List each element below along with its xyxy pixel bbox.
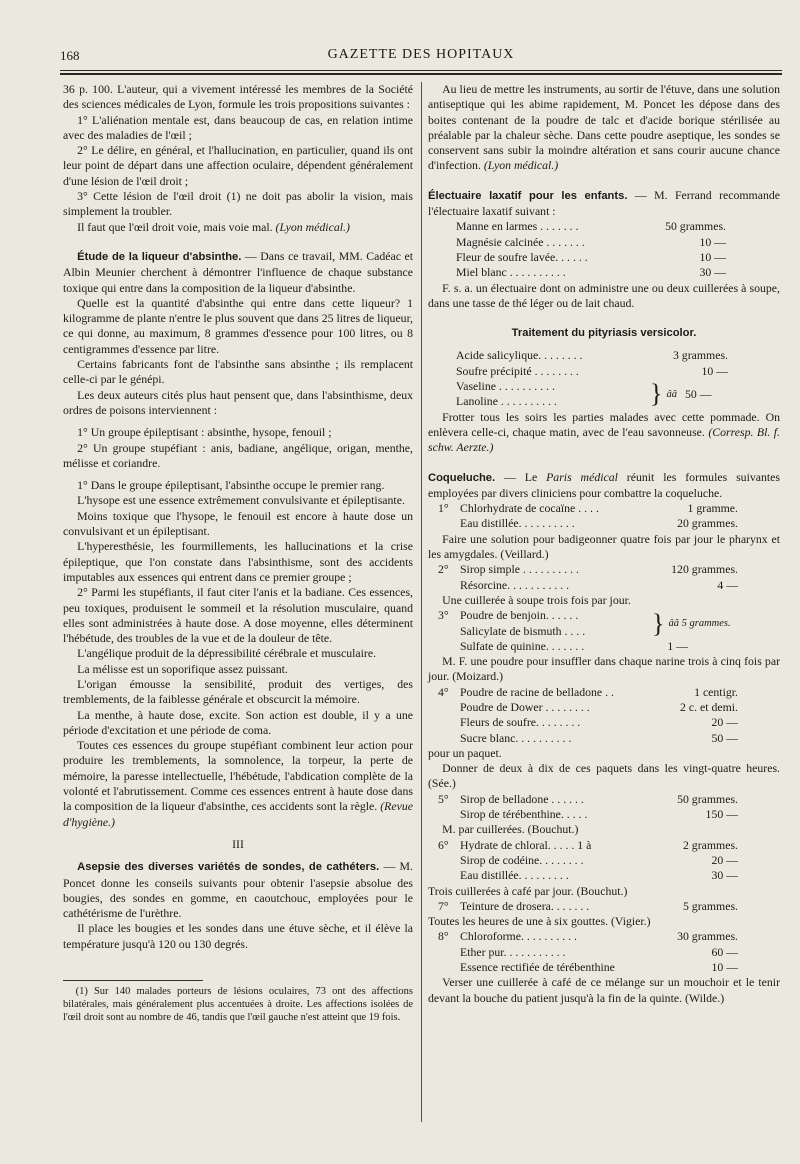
recipe-row: 7° Teinture de drosera. . . . . . . 5 grammes.	[438, 898, 738, 913]
footnote-rule	[63, 980, 203, 981]
recipe-row: Sirop de térébenthine. . . . . 150 —	[460, 807, 738, 822]
paragraph: L'hyperesthésie, les fourmillements, les hallucinations et la crise épileptique, que l'on constate dans l'absinthisme, sont des accidents imputables aux essences qui entrent dans ce premier groupe ;	[63, 539, 413, 584]
paragraph: L'origan émousse la sensibilité, produit des vertiges, des tremblements, de la faiblesse générale et obscurcit la mémoire.	[63, 676, 413, 707]
recipe-row: 1° Chlorhydrate de cocaïne . . . . 1 gramme.	[438, 501, 738, 516]
paragraph: 1° L'aliénation mentale est, dans beaucoup de cas, en relation intime avec des maladies de l'œil ;	[63, 112, 413, 142]
paragraph: 36 p. 100. L'auteur, qui a vivement intéressé les membres de la Société des sciences médicales de Lyon, formule les trois propositions suivantes :	[63, 82, 413, 112]
footnote: (1) Sur 140 malades porteurs de lésions oculaires, 73 ont des affections bilatérales, mais généralement plus accentuées à droite. Les affections isolées de l'œil droit sont au nombre de 46, tandis que l'œil gauche n'est atteint que 19 fois.	[63, 986, 413, 1024]
page-header	[60, 44, 782, 68]
left-column	[63, 82, 413, 1024]
source-citation: (Lyon médical.)	[483, 158, 559, 173]
paragraph: 3° Cette lésion de l'œil droit (1) ne doit pas abolir la vision, mais simplement la troubler.	[63, 189, 413, 219]
recipe-row: Fleur de soufre lavée. . . . . . 10 —	[456, 249, 726, 264]
paragraph: F. s. a. un électuaire dont on administre une ou deux cuillerées à soupe, dans une tasse de thé léger ou de lait chaud.	[428, 280, 780, 310]
formula-8	[428, 929, 738, 975]
recipe-row: 5° Sirop de belladone . . . . . . 50 grammes.	[438, 791, 738, 806]
paragraph: Il faut que l'œil droit voie, mais voie mal. (Lyon médical.)	[77, 219, 350, 234]
paragraph: Donner de deux à dix de ces paquets dans les vingt-quatre heures. (Sée.)	[428, 761, 780, 791]
source-citation: (Lyon médical.)	[275, 219, 350, 234]
formula-7	[428, 899, 738, 914]
article-intro: Étude de la liqueur d'absinthe. — Dans ce travail, MM. Cadéac et Albin Meunier cherchent à démontrer l'influence de chaque substance toxique qui entre dans la composition de la liqueur d'absinthe.	[63, 248, 413, 295]
recipe-brace-group	[456, 379, 728, 410]
paragraph: Au lieu de mettre les instruments, au sortir de l'étuve, dans une solution antiseptique qui les abime rapidement, M. Poncet les dépose dans des boites contenant de la poudre de talc et d'acide borique stérilisée au préalable par la chaleur sèche. Dans cette poudre aseptique, les sondes se conservent sans subir la moindre altération et sans courir aucune chance d'infection. (Lyon médical.)	[428, 82, 780, 173]
paragraph: Toutes les heures de une à six gouttes. (Vigier.)	[428, 914, 651, 929]
paragraph: Verser une cuillerée à café de ce mélange sur un mouchoir et le tenir devant la bouche du patient jusqu'à la fin de la quinte. (Wilde.)	[428, 975, 780, 1005]
recipe-row: Miel blanc . . . . . . . . . . 30 —	[456, 265, 726, 280]
formula-5	[428, 792, 738, 823]
paragraph: Trois cuillerées à café par jour. (Bouchut.)	[428, 883, 628, 898]
paragraph: La mélisse est un soporifique assez puissant.	[77, 661, 288, 676]
page-number: 168	[60, 48, 80, 63]
formula-2	[428, 562, 738, 593]
recipe-row: Salicylate de bismuth . . . .	[460, 623, 586, 638]
recipe-row: Magnésie calcinée . . . . . . . 10 —	[456, 234, 726, 249]
recipe-row: Poudre de Dower . . . . . . . . 2 c. et demi.	[460, 699, 738, 714]
recipe-row: Vaseline . . . . . . . . . .	[456, 379, 555, 394]
formula-6	[428, 838, 738, 884]
paragraph: pour un paquet.	[428, 745, 502, 760]
recipe-row: Fleurs de soufre. . . . . . . . 20 —	[460, 715, 738, 730]
recipe-row: Sucre blanc. . . . . . . . . . 50 —	[460, 730, 738, 745]
recipe-row: Lanoline . . . . . . . . . .	[456, 394, 557, 409]
article-intro: Asepsie des diverses variétés de sondes, de cathéters. — M. Poncet donne les conseils suivants pour obtenir l'asepsie absolue des bougies, des sondes en gomme, en caoutchouc, employées pour le cathétérisme de l'urèthre.	[63, 859, 413, 921]
article-intro: Électuaire laxatif pour les enfants. — M. Ferrand recommande l'électuaire laxatif suivant :	[428, 187, 780, 219]
article-heading: Étude de la liqueur d'absinthe.	[77, 250, 242, 263]
recipe-row: Eau distillée. . . . . . . . . . 20 grammes.	[460, 516, 738, 531]
header-rule-top	[60, 70, 782, 71]
paragraph: Frotter tous les soirs les parties malades avec cette pommade. On enlèvera celle-ci, chaque matin, avec de l'eau savonneuse. (Corresp. Bl. f. schw. Aerzte.)	[428, 409, 780, 455]
recipe-row: 4° Poudre de racine de belladone . . 1 centigr.	[438, 684, 738, 699]
recipe-row: Sulfate de quinine. . . . . . . 1 —	[460, 638, 688, 653]
formula-3	[428, 608, 738, 654]
paragraph: Une cuillerée à soupe trois fois par jour.	[442, 592, 631, 607]
recipe-row: 3° Poudre de benjoin. . . . . .	[438, 608, 579, 623]
paragraph: 2° Un groupe stupéfiant : anis, badiane, angélique, origan, menthe, mélisse et coriandre.	[63, 440, 413, 470]
paragraph: Certains fabricants font de l'absinthe sans absinthe ; ils remplacent celle-ci par le génépi.	[63, 357, 413, 387]
paragraph: M. F. une poudre pour insuffler dans chaque narine trois à cinq fois par jour. (Moizard.)	[428, 654, 780, 684]
paragraph: Faire une solution pour badigeonner quatre fois par jour le pharynx et les amygdales. (Veillard.)	[428, 531, 780, 562]
running-title: GAZETTE DES HOPITAUX	[327, 47, 515, 62]
recipe-row: Essence rectifiée de térébenthine 10 —	[460, 960, 738, 975]
recipe-row: Soufre précipité . . . . . . . . 10 —	[456, 363, 728, 378]
recipe-row: 8° Chloroforme. . . . . . . . . . 30 grammes.	[438, 929, 738, 944]
ana-mark: ââ 5 grammes.	[668, 617, 731, 629]
paragraph: L'angélique produit de la dépressibilité cérébrale et musculaire.	[77, 646, 377, 661]
recipe-row: Eau distillée. . . . . . . . . 30 —	[460, 868, 738, 883]
article-heading: Traitement du pityriasis versicolor.	[511, 327, 697, 340]
source-citation: (Corresp. Bl. f. schw. Aerzte.)	[428, 424, 780, 455]
paragraph: 1° Dans le groupe épileptisant, l'absinthe occupe le premier rang.	[77, 478, 385, 493]
paragraph: Toutes ces essences du groupe stupéfiant combinent leur action pour produire les tremblements, la somnolence, la torpeur, la perte de mémoire, la paresse intellectuelle, l'hébétude, l'abdication complète de la volonté et l'abrutissement. Comme ces essences entrent à haute dose dans la composition de la liqueur d'absinthe, ces accidents sont la règle. (Revue d'hygiène.)	[63, 738, 413, 829]
section-number: III	[232, 836, 244, 851]
brace: }	[652, 608, 665, 638]
paragraph: 2° Le délire, en général, et l'hallucination, en particulier, quand ils ont leur point de départ dans une affection oculaire, dépendent généralement d'une lésion de l'œil droit ;	[63, 143, 413, 188]
article-heading: Asepsie des diverses variétés de sondes, de cathéters.	[77, 861, 380, 874]
paragraph: L'hysope est une essence extrêmement convulsivante et épileptisante.	[77, 493, 405, 508]
paragraph: La menthe, à haute dose, excite. Son action est double, il y a une période d'excitation et une période de coma.	[63, 707, 413, 737]
header-rule-bottom	[60, 73, 782, 75]
paragraph: Quelle est la quantité d'absinthe qui entre dans cette liqueur? 1 kilogramme de plante n'entre le plus souvent que dans 25 litres de liqueur, ce qui donne, au maximum, 8 grammes d'essence pour 100 litres, ou 8 centigrammes d'essence par litre.	[63, 295, 413, 356]
article-heading: Électuaire laxatif pour les enfants.	[428, 189, 628, 202]
paragraph: 2° Parmi les stupéfiants, il faut citer l'anis et la badiane. Ces essences, peu toxiques, produisent le sommeil et la résolution musculaire, quand elles sont administrées à haute dose. A dose moyenne, elles déterminent l'hébétude, des troubles de la vue et de la douleur de tête.	[63, 585, 413, 646]
paragraph: M. par cuillerées. (Bouchut.)	[442, 822, 579, 837]
recipe-row: Résorcine. . . . . . . . . . . 4 —	[460, 577, 738, 592]
paragraph: Il place les bougies et les sondes dans une étuve sèche, et il élève la température jusqu'à 120 ou 130 degrés.	[63, 921, 413, 951]
paragraph: Moins toxique que l'hysope, le fenouil est encore à haute dose un convulsivant et un épileptisant.	[63, 508, 413, 539]
source-citation: (Revue d'hygiène.)	[63, 799, 413, 829]
recipe-value: 50 —	[684, 386, 712, 401]
recipe-list	[428, 348, 728, 409]
recipe-row: Manne en larmes . . . . . . . 50 grammes.	[456, 219, 726, 234]
ana-mark: ââ	[666, 388, 677, 400]
recipe-row: Acide salicylique. . . . . . . . 3 grammes.	[456, 348, 728, 363]
recipe-row: Sirop de codéine. . . . . . . . 20 —	[460, 852, 738, 867]
paragraph: 1° Un groupe épileptisant : absinthe, hysope, fenouil ;	[77, 425, 332, 440]
paragraph: Les deux auteurs cités plus haut pensent que, dans l'absinthisme, deux ordres de poisons interviennent :	[63, 387, 413, 417]
right-column	[428, 82, 780, 1006]
brace: }	[650, 379, 663, 409]
article-intro: Coqueluche. — Le Paris médical réunit les formules suivantes employées par divers cliniciens pour combattre la coqueluche.	[428, 469, 780, 500]
column-divider	[421, 82, 422, 1122]
article-heading: Coqueluche.	[428, 471, 496, 484]
recipe-brace-group	[438, 608, 738, 639]
formula-1	[428, 501, 738, 532]
recipe-row: 6° Hydrate de chloral. . . . . 1 à 2 grammes.	[438, 837, 738, 852]
formula-4	[428, 685, 738, 746]
recipe-list	[428, 219, 726, 280]
recipe-row: 2° Sirop simple . . . . . . . . . . 120 grammes.	[438, 562, 738, 577]
recipe-row: Ether pur. . . . . . . . . . . 60 —	[460, 944, 738, 959]
